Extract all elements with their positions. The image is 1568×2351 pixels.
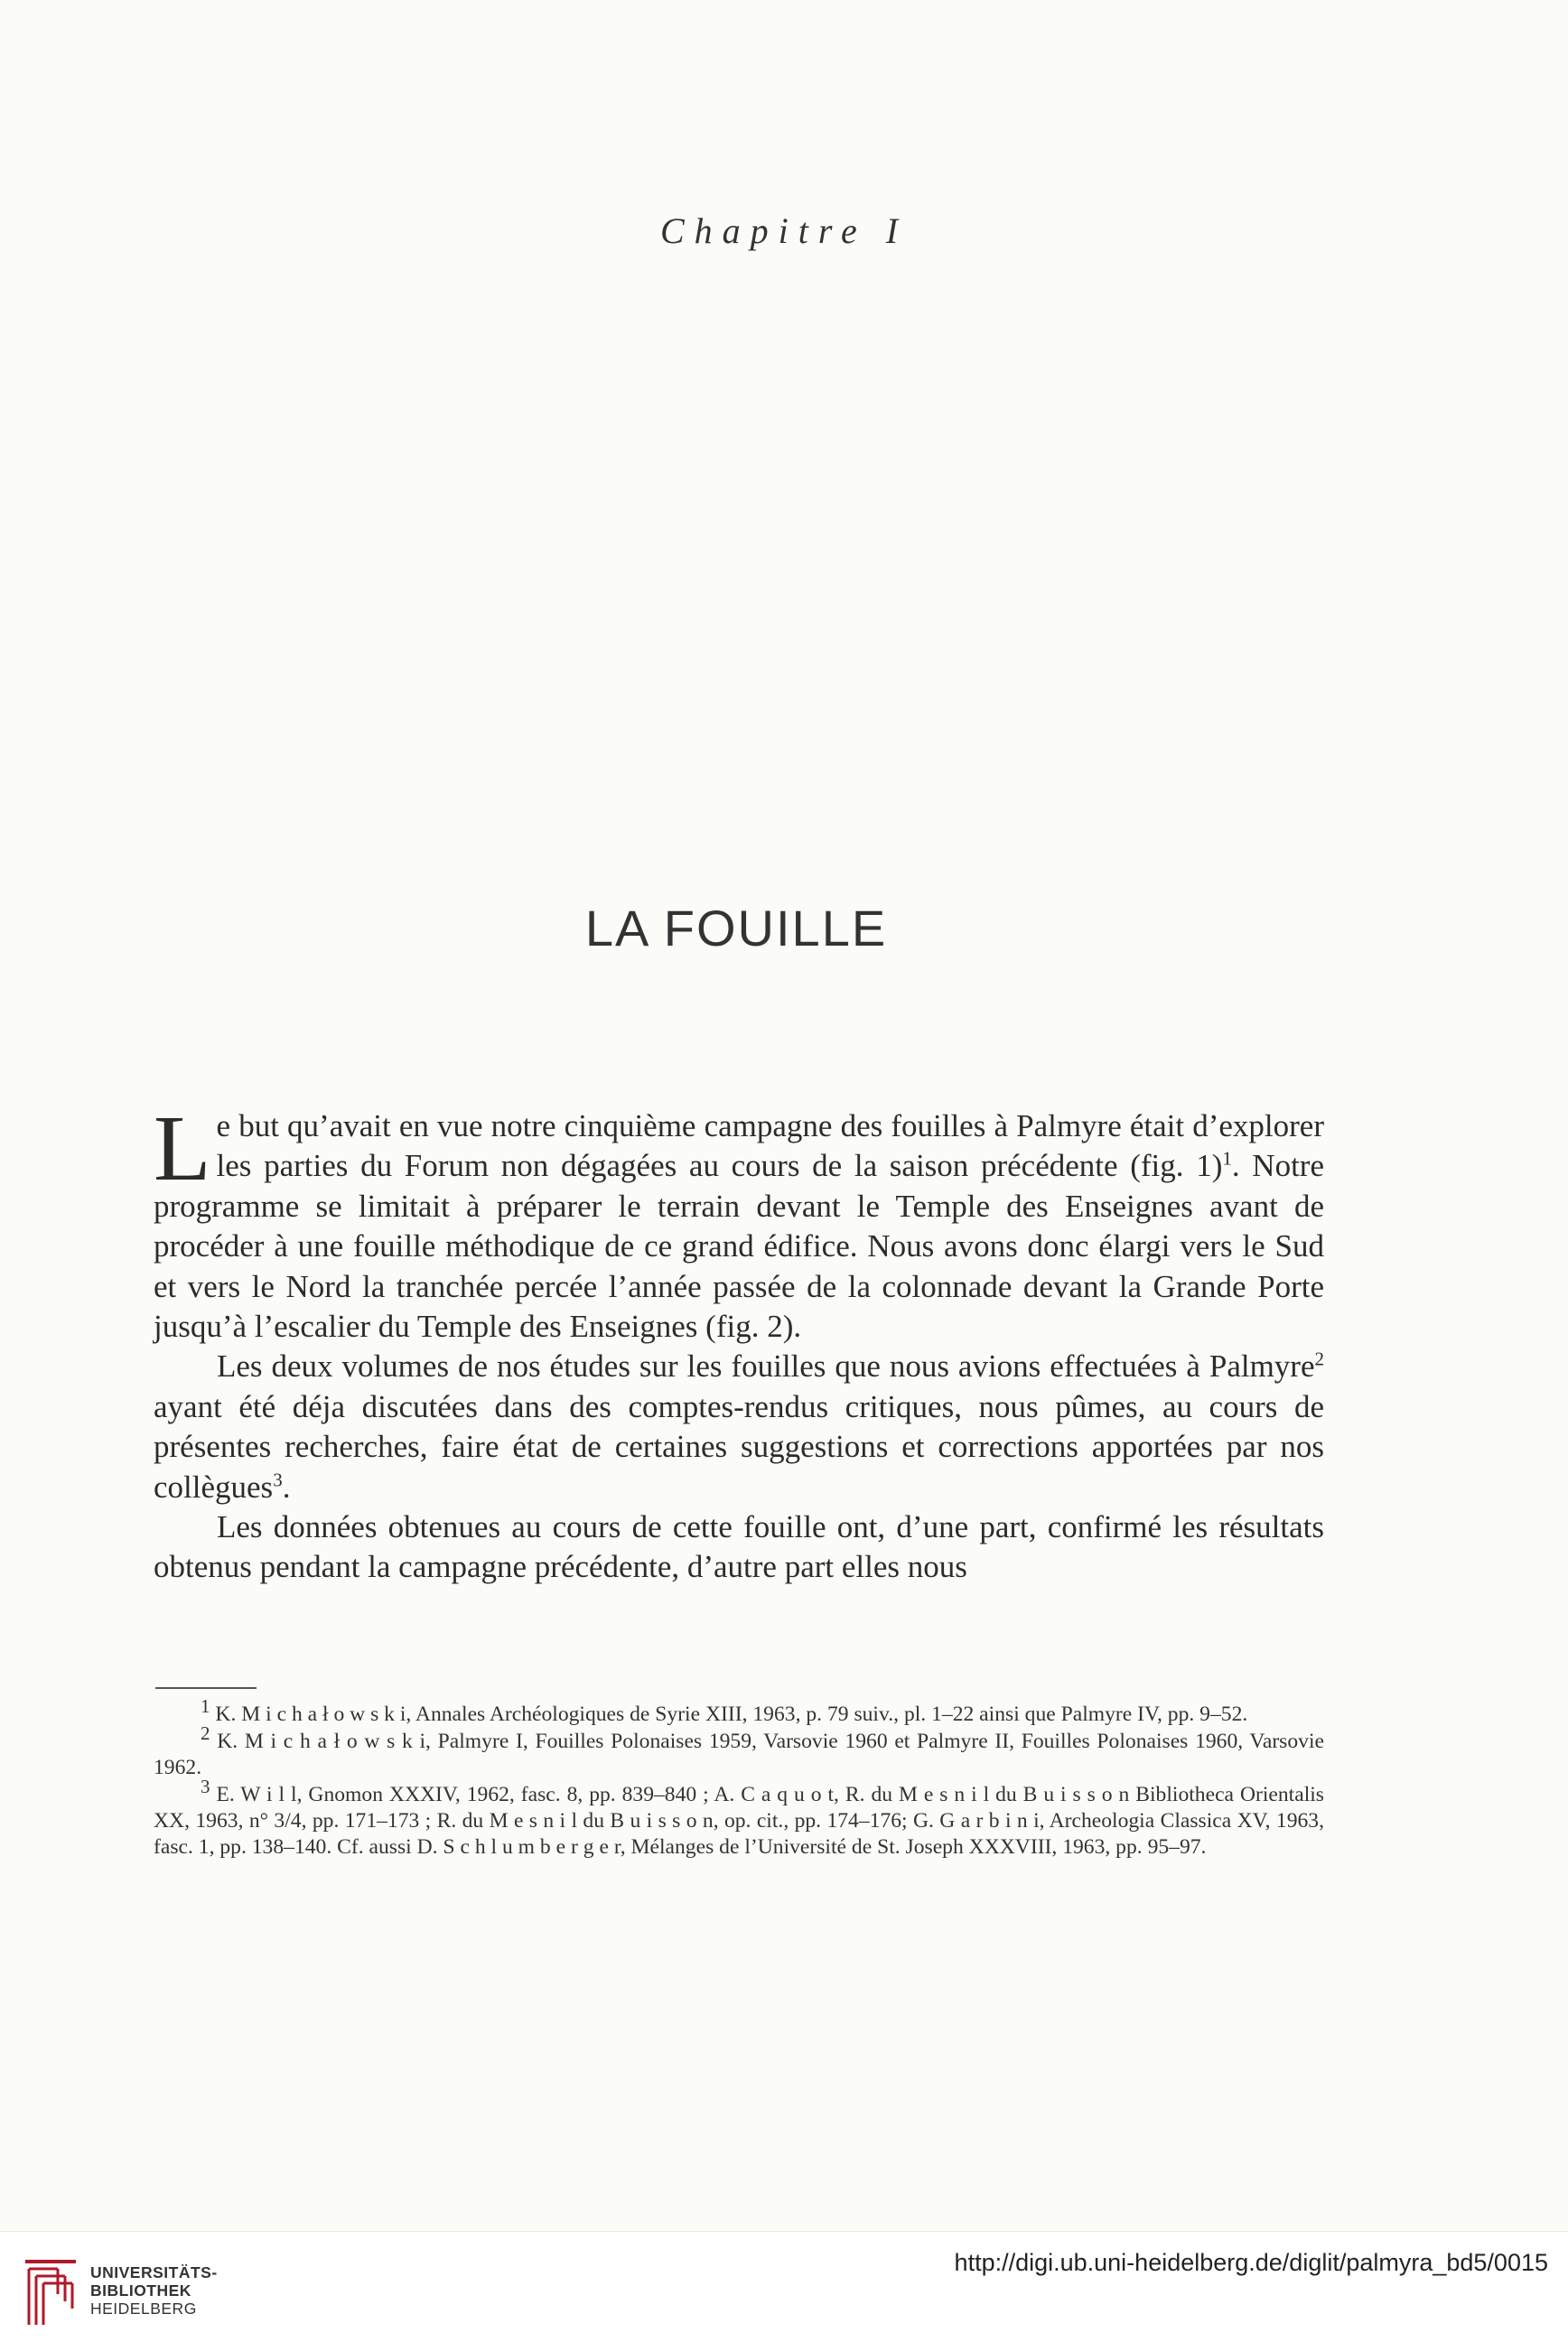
footnote-ref-1: 1	[1222, 1147, 1232, 1170]
footnote-ref-3: 3	[273, 1469, 283, 1490]
footnotes	[154, 1695, 1324, 1861]
body-text	[154, 1096, 1324, 1588]
paragraph-1	[154, 1096, 1324, 1347]
paragraph-2-text-a: Les deux volumes de nos études sur les fouilles que nous avions effectuées à Palmyre	[217, 1348, 1315, 1385]
paragraph-2	[154, 1347, 1324, 1507]
footnote-number: 2	[201, 1722, 210, 1745]
paragraph-1-text-b: . Notre programme se limitait à préparer le terrain devant le Temple des Enseignes avant de procéder à une fouille méthodique de ce grand édifice. Nous avons donc élargi vers le Sud et vers le Nord la tranchée percée l’année passée de la colonnade devant la Grande Porte jusqu’à l’escalier du Temple des Enseignes (fig. 2).	[154, 1148, 1324, 1345]
library-name-line-1: UNIVERSITÄTS-	[90, 2263, 218, 2281]
paragraph-1-text-a: e but qu’avait en vue notre cinquième campagne des fouilles à Palmyre était d’explorer les parties du Forum non dégagées au cours de la saison précédente (fig. 1)	[216, 1108, 1324, 1184]
page-title: LA FOUILLE	[584, 900, 888, 956]
ub-heidelberg-logo-icon	[22, 2258, 79, 2330]
footnote-text: K. M i c h a ł o w s k i, Palmyre I, Fouilles Polonaises 1959, Varsovie 1960 et Palmyre II, Fouilles Polonaises 1960, Varsovie 1962.	[154, 1730, 1324, 1779]
footnote-ref-2: 2	[1314, 1348, 1324, 1370]
library-name-line-3: HEIDELBERG	[90, 2300, 197, 2318]
library-name-line-2: BIBLIOTHEK	[90, 2281, 191, 2300]
source-url-link[interactable]: http://digi.ub.uni-heidelberg.de/diglit/palmyra_bd5/0015	[954, 2249, 1548, 2276]
footnote-number: 3	[201, 1776, 210, 1798]
footnote-1	[154, 1695, 1324, 1728]
drop-cap: L	[154, 1096, 211, 1200]
library-name	[90, 2263, 218, 2318]
footnote-number: 1	[201, 1695, 210, 1718]
footnote-2	[154, 1722, 1324, 1781]
paragraph-3: Les données obtenues au cours de cette fouille ont, d’une part, confirmé les résultats obtenus pendant la campagne précédente, d’autre part elles nous	[154, 1509, 1324, 1585]
paragraph-2-text-b: ayant été déja discutées dans des comptes-rendus critiques, nous pûmes, au cours de présentes recherches, faire état de certaines suggestions et corrections apportées par nos collègues	[154, 1388, 1324, 1505]
footnote-text: E. W i l l, Gnomon XXXIV, 1962, fasc. 8, pp. 839–840 ; A. C a q u o t, R. du M e s n i l du B u i s s o n Bibliotheca Orientalis XX, 1963, n° 3/4, pp. 171–173 ; R. du M e s n i l du B u i s s o n, op. cit., pp. 174–176; G. G a r b i n i, Archeologia Classica XV, 1963, fasc. 1, pp. 138–140. Cf. aussi D. S c h l u m b e r g e r, Mélanges de l’Université de St. Joseph XXXVIII, 1963, pp. 95–97.	[154, 1783, 1324, 1859]
chapter-heading: Chapitre I	[659, 210, 909, 251]
footnote-text: K. M i c h a ł o w s k i, Annales Archéologiques de Syrie XIII, 1963, p. 79 suiv., pl. 1–22 ainsi que Palmyre IV, pp. 9–52.	[215, 1703, 1248, 1726]
paragraph-2-text-c: .	[282, 1469, 291, 1505]
footnote-3	[154, 1776, 1324, 1861]
footnote-divider	[155, 1687, 257, 1689]
